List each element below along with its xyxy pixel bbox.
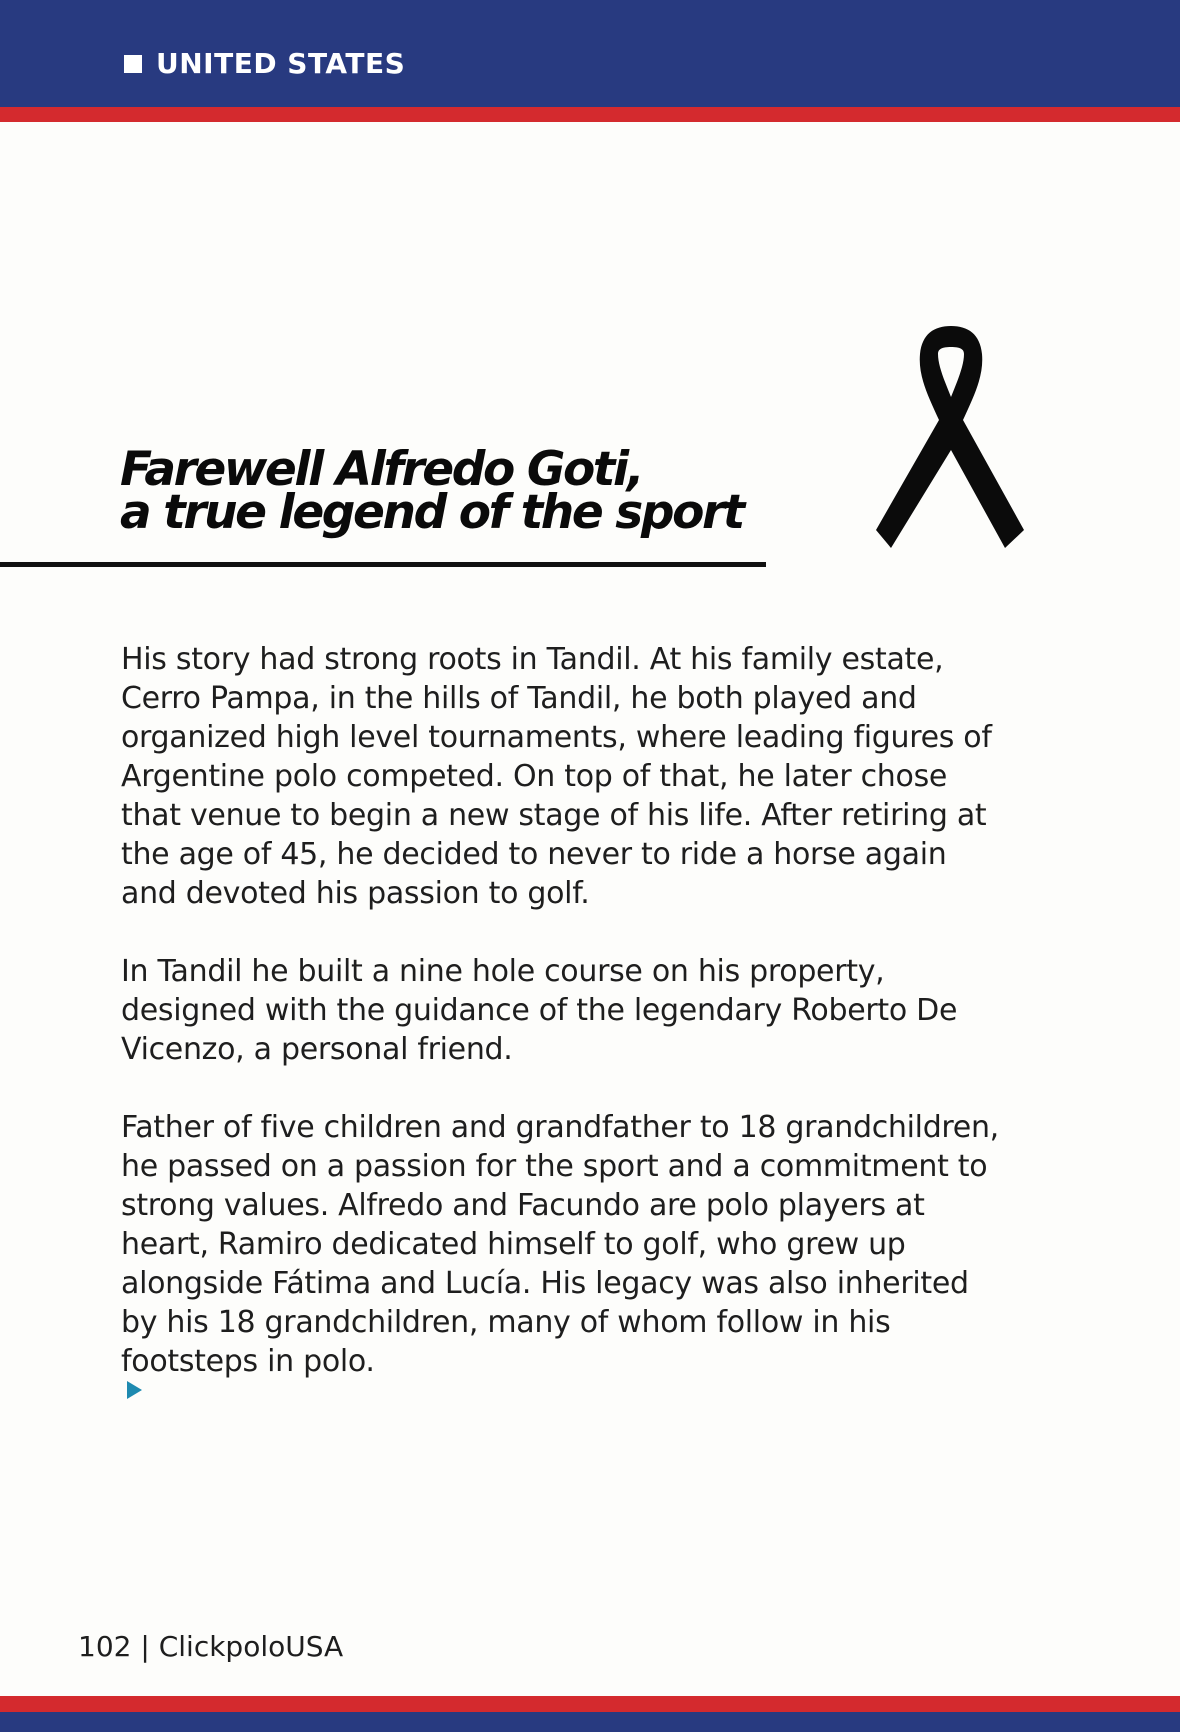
headline-line: a true legend of the sport (120, 485, 743, 540)
page-number: 102 (78, 1630, 132, 1663)
text-line: he passed on a passion for the sport and a commitment to (121, 1149, 988, 1184)
text-line: heart, Ramiro dedicated himself to golf, who grew up (121, 1227, 906, 1262)
text-line: alongside Fátima and Lucía. His legacy was also inherited (121, 1266, 969, 1301)
article-paragraph (121, 1108, 1081, 1399)
text-line: strong values. Alfredo and Facundo are polo players at (121, 1188, 925, 1223)
page-footer (78, 1630, 343, 1663)
headline-underline (0, 562, 766, 567)
text-line: Father of five children and grandfather to 18 grandchildren, (121, 1110, 999, 1145)
section-label: UNITED STATES (156, 47, 406, 80)
text-line: Argentine polo competed. On top of that, he later chose (121, 759, 948, 794)
text-line: and devoted his passion to golf. (121, 876, 590, 911)
text-line: the age of 45, he decided to never to ride a horse again (121, 837, 947, 872)
text-line: Vicenzo, a personal friend. (121, 1032, 513, 1067)
text-line: His story had strong roots in Tandil. At his family estate, (121, 642, 944, 677)
text-line: that venue to begin a new stage of his life. After retiring at (121, 798, 987, 833)
section-tag (124, 47, 406, 80)
headline-line: Farewell Alfredo Goti, (120, 442, 643, 497)
text-line-last (121, 1342, 1081, 1399)
article-body (121, 640, 1081, 1438)
text-line: by his 18 grandchildren, many of whom follow in his (121, 1305, 891, 1340)
text-line: designed with the guidance of the legendary Roberto De (121, 993, 958, 1028)
mourning-ribbon-icon (866, 324, 1032, 550)
article-paragraph (121, 952, 1081, 1069)
footer-separator: | (140, 1630, 150, 1663)
text-line: Cerro Pampa, in the hills of Tandil, he both played and (121, 681, 917, 716)
article-paragraph (121, 640, 1081, 913)
header-stripe (0, 107, 1180, 122)
footer-band (0, 1712, 1180, 1732)
text-line: organized high level tournaments, where leading figures of (121, 720, 992, 755)
section-square-icon (124, 55, 142, 73)
text-line: In Tandil he built a nine hole course on his property, (121, 954, 885, 989)
text-line: footsteps in polo. (121, 1344, 375, 1379)
footer-stripe (0, 1696, 1180, 1712)
article-headline (120, 442, 743, 540)
publication-name: ClickpoloUSA (158, 1630, 344, 1663)
end-of-article-icon (127, 1381, 142, 1399)
